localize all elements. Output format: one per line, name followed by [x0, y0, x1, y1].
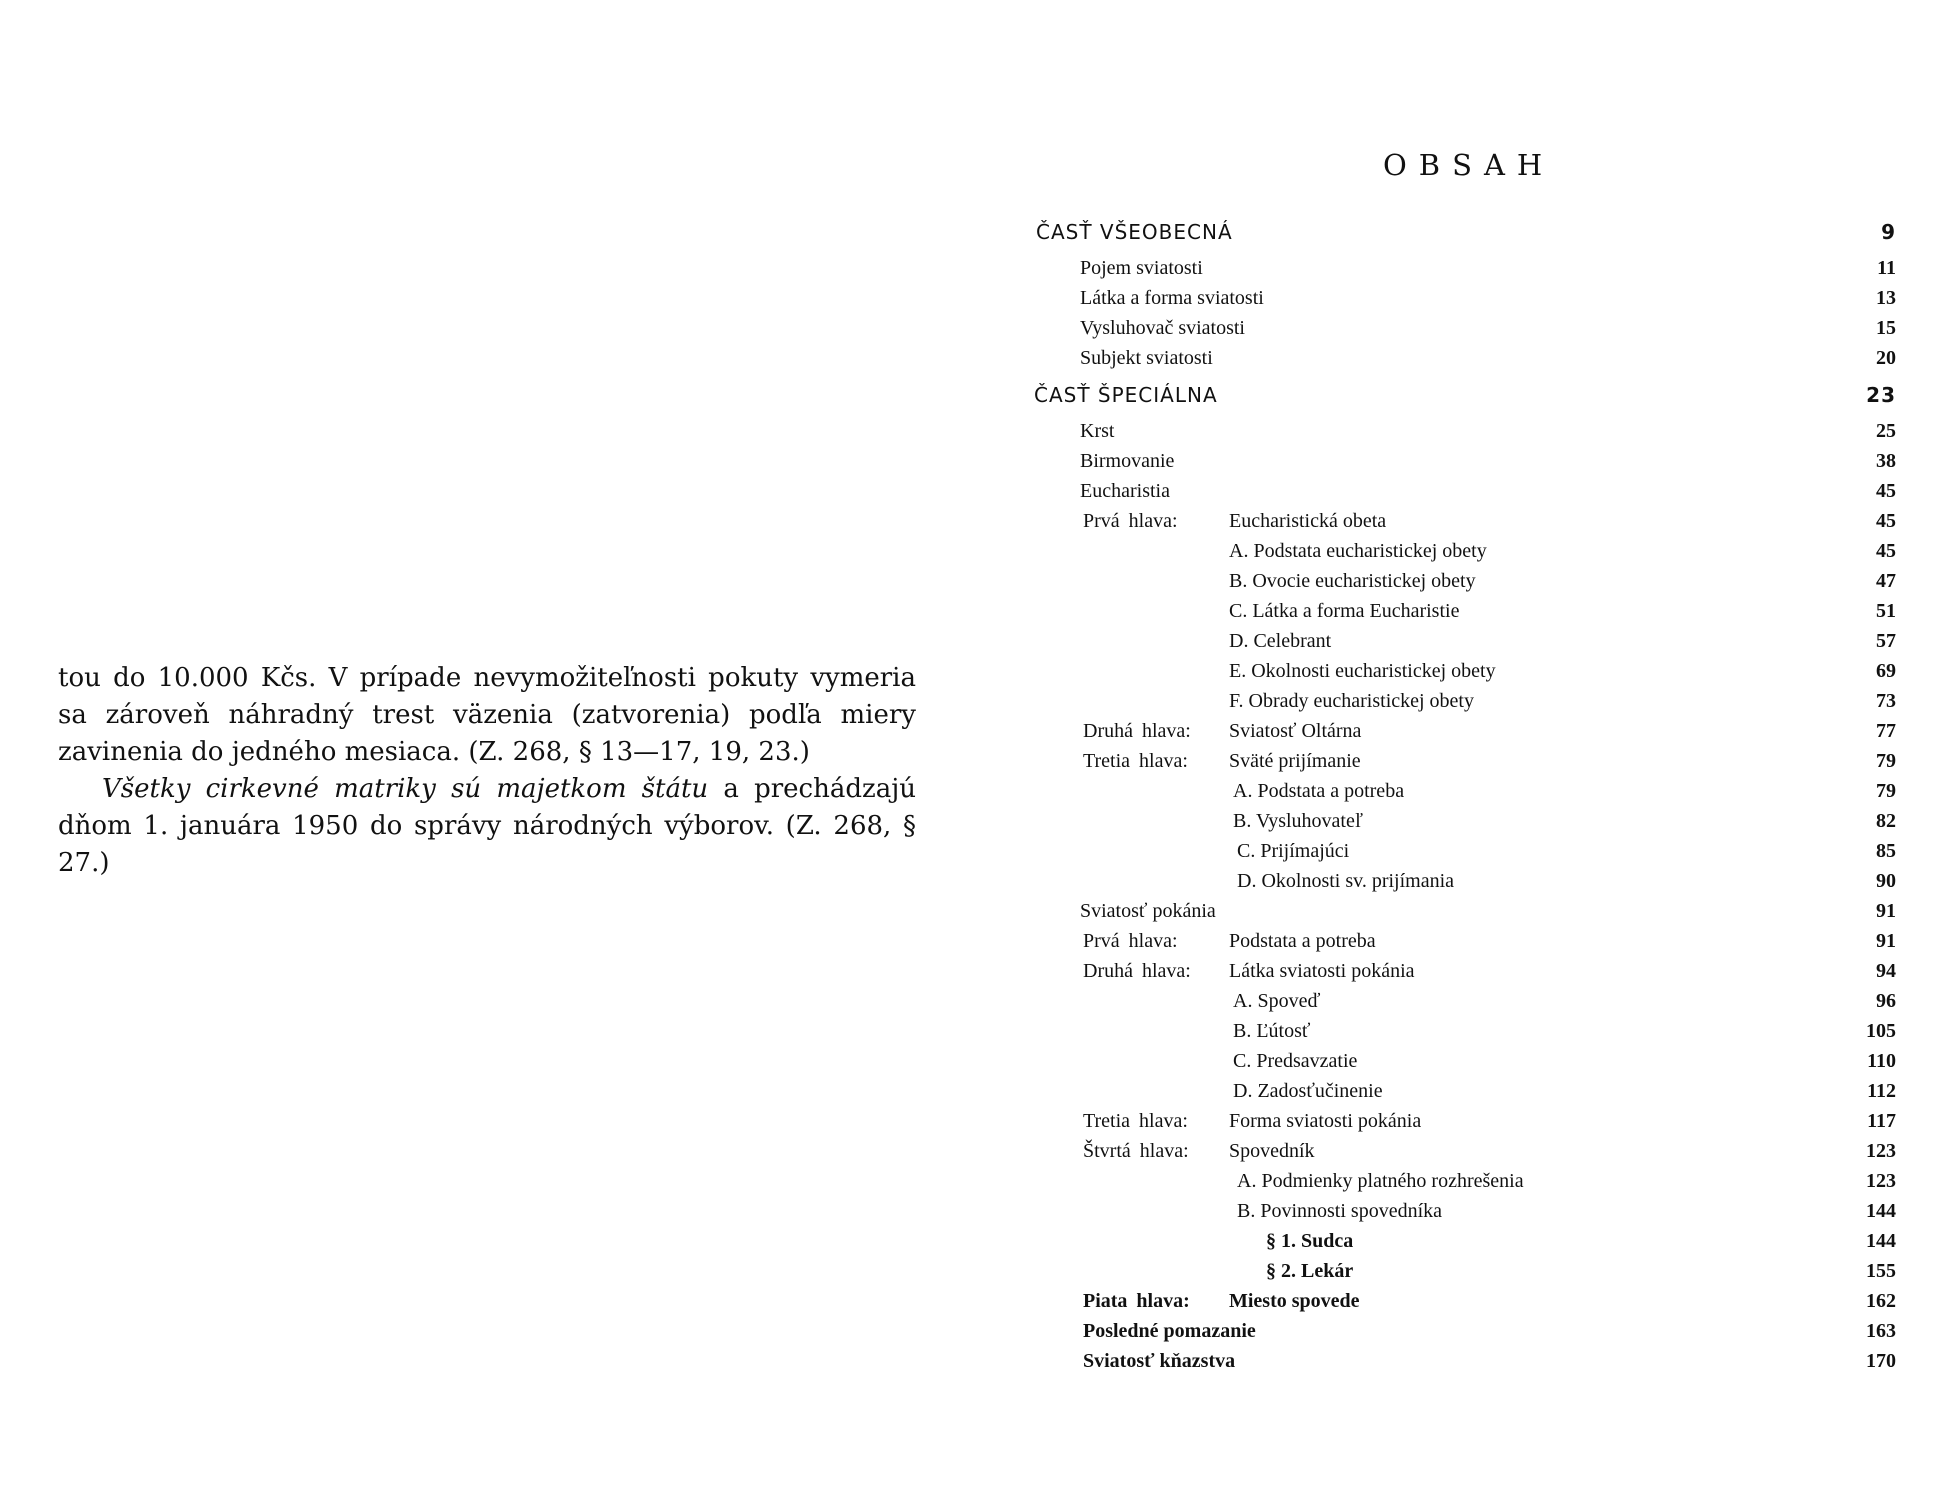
toc-entry-label: Eucharistia — [1080, 480, 1170, 502]
toc-entry-page: 13 — [1876, 287, 1896, 309]
left-page-text — [58, 660, 916, 882]
toc-entry — [1028, 1106, 1896, 1136]
toc-entry-label: B. Vysluhovateľ — [1233, 810, 1363, 832]
toc-entry-label: Posledné pomazanie — [1083, 1320, 1256, 1342]
toc-entry — [1028, 956, 1896, 986]
toc-entry — [1028, 986, 1896, 1016]
toc-entry — [1028, 1316, 1896, 1346]
toc-entry — [1028, 656, 1896, 686]
toc-entry-page: 112 — [1867, 1080, 1896, 1102]
toc-entry-page: 79 — [1876, 750, 1896, 772]
toc-entry — [1028, 746, 1896, 776]
toc-entry-page: 20 — [1876, 347, 1896, 369]
toc-entry-page: 11 — [1877, 257, 1896, 279]
toc-entry-page: 105 — [1866, 1020, 1896, 1042]
toc-entry-label: Sviatosť Oltárna — [1229, 720, 1362, 742]
toc-entry-page: 79 — [1876, 780, 1896, 802]
toc-entry — [1028, 866, 1896, 896]
toc-entry-page: 73 — [1876, 690, 1896, 712]
toc-entry-label: § 1. Sudca — [1266, 1230, 1354, 1252]
toc-entry-label: B. Ľútosť — [1233, 1020, 1311, 1042]
toc-entry — [1028, 1016, 1896, 1046]
toc-entry-page: 77 — [1876, 720, 1896, 742]
toc-title: OBSAH — [1383, 148, 1555, 182]
toc-entry-label: Sviatosť kňazstva — [1083, 1350, 1236, 1372]
toc-entry — [1028, 716, 1896, 746]
toc-entry — [1028, 253, 1896, 283]
toc-entry-label: Podstata a potreba — [1229, 930, 1376, 952]
toc-entry-label: Miesto spovede — [1229, 1290, 1360, 1312]
toc-entry — [1028, 776, 1896, 806]
toc-entry-page: 25 — [1876, 420, 1896, 442]
toc-entry-label: B. Ovocie eucharistickej obety — [1229, 570, 1476, 592]
toc-entry-label: D. Okolnosti sv. prijímania — [1237, 870, 1455, 892]
toc-entry-page: 91 — [1876, 930, 1896, 952]
toc-entry-page: 38 — [1876, 450, 1896, 472]
toc-entry — [1028, 1286, 1896, 1316]
toc-entry-prefix: Štvrtá hlava: — [1083, 1140, 1189, 1162]
toc-entry-label: Eucharistická obeta — [1229, 510, 1387, 532]
toc-entry-page: 15 — [1876, 317, 1896, 339]
toc-entry — [1028, 836, 1896, 866]
toc-entry-label: ČASŤ VŠEOBECNÁ — [1036, 220, 1233, 244]
toc-entry-page: 94 — [1876, 960, 1896, 982]
toc-entry-page: 110 — [1867, 1050, 1896, 1072]
toc-entry-page: 51 — [1876, 600, 1896, 622]
toc-entry-page: 162 — [1866, 1290, 1896, 1312]
toc-entry-page: 96 — [1876, 990, 1896, 1012]
toc-entry-label: Spovedník — [1229, 1140, 1315, 1162]
toc-entry-page: 123 — [1866, 1170, 1896, 1192]
toc-entry-label: B. Povinnosti spovedníka — [1237, 1200, 1443, 1222]
toc-entry — [1028, 283, 1896, 313]
left-paragraph-1: tou do 10.000 Kčs. V prípade nevymožiteľnosti pokuty vymeria sa zároveň náhradný trest väzenia (zatvorenia) podľa miery zavinenia do jedného mesiaca. (Z. 268, § 13—17, 19, 23.) — [58, 663, 916, 767]
toc-entry-label: D. Zadosťučinenie — [1233, 1080, 1383, 1102]
toc-entry-page: 117 — [1867, 1110, 1896, 1132]
toc-entry-label: A. Spoveď — [1233, 990, 1321, 1012]
toc-entry — [1028, 686, 1896, 716]
toc-entry — [1028, 217, 1896, 247]
toc-entry-label: Sväté prijímanie — [1229, 750, 1361, 772]
left-paragraph-2 — [58, 771, 916, 882]
toc-entry-page: 69 — [1876, 660, 1896, 682]
toc-entry — [1028, 1256, 1896, 1286]
toc-entry-page: 163 — [1866, 1320, 1896, 1342]
toc-entry-label: E. Okolnosti eucharistickej obety — [1229, 660, 1496, 682]
toc-entry-page: 57 — [1876, 630, 1896, 652]
toc-entry-label: ČASŤ ŠPECIÁLNA — [1034, 383, 1218, 407]
toc-entry — [1028, 1166, 1896, 1196]
toc-entry-page: 45 — [1876, 540, 1896, 562]
toc-entry-label: D. Celebrant — [1229, 630, 1332, 652]
toc-entry — [1028, 416, 1896, 446]
toc-entry — [1028, 896, 1896, 926]
toc-entry — [1028, 343, 1896, 373]
toc-entry-page: 9 — [1881, 220, 1896, 244]
toc-entry — [1028, 926, 1896, 956]
toc-entry-label: Birmovanie — [1080, 450, 1175, 472]
toc-entry — [1028, 536, 1896, 566]
toc-entry-page: 144 — [1866, 1230, 1896, 1252]
toc-entry-label: § 2. Lekár — [1266, 1260, 1354, 1282]
toc-entry-page: 45 — [1876, 480, 1896, 502]
toc-entry — [1028, 506, 1896, 536]
toc-entry-prefix: Prvá hlava: — [1083, 930, 1178, 952]
table-of-contents — [1028, 148, 1896, 1398]
toc-entry — [1028, 1346, 1896, 1376]
toc-entry-page: 155 — [1866, 1260, 1896, 1282]
toc-entry-label: C. Prijímajúci — [1237, 840, 1350, 862]
toc-entry — [1028, 626, 1896, 656]
toc-entry-label: F. Obrady eucharistickej obety — [1229, 690, 1474, 712]
toc-entry — [1028, 1136, 1896, 1166]
toc-entry-label: Forma sviatosti pokánia — [1229, 1110, 1422, 1132]
toc-entry-page: 170 — [1866, 1350, 1896, 1372]
toc-entry-label: Krst — [1080, 420, 1115, 442]
toc-entry-page: 85 — [1876, 840, 1896, 862]
toc-entry — [1028, 806, 1896, 836]
toc-entry — [1028, 566, 1896, 596]
toc-entry-prefix: Druhá hlava: — [1083, 960, 1191, 982]
toc-entry-page: 91 — [1876, 900, 1896, 922]
toc-entry — [1028, 1226, 1896, 1256]
left-paragraph-2-italic: Všetky cirkevné matriky sú majetkom štátu — [102, 774, 709, 804]
toc-entry-label: Vysluhovač sviatosti — [1080, 317, 1245, 339]
toc-entry-label: A. Podstata eucharistickej obety — [1229, 540, 1487, 562]
toc-entry-page: 123 — [1866, 1140, 1896, 1162]
toc-entry-page: 144 — [1866, 1200, 1896, 1222]
toc-entry-prefix: Prvá hlava: — [1083, 510, 1178, 532]
toc-entry-prefix: Tretia hlava: — [1083, 750, 1188, 772]
toc-entry-prefix: Druhá hlava: — [1083, 720, 1191, 742]
toc-entry-page: 82 — [1876, 810, 1896, 832]
toc-entry-label: Subjekt sviatosti — [1080, 347, 1213, 369]
toc-entry — [1028, 1196, 1896, 1226]
toc-entry — [1028, 313, 1896, 343]
toc-entry — [1028, 380, 1896, 410]
toc-entry-page: 90 — [1876, 870, 1896, 892]
toc-entry-label: C. Predsavzatie — [1233, 1050, 1358, 1072]
toc-entry-label: C. Látka a forma Eucharistie — [1229, 600, 1460, 622]
toc-entry — [1028, 1076, 1896, 1106]
toc-entry — [1028, 476, 1896, 506]
toc-entry-page: 23 — [1866, 383, 1896, 407]
toc-entry-page: 47 — [1876, 570, 1896, 592]
toc-entry-label: Sviatosť pokánia — [1080, 900, 1216, 922]
toc-entry — [1028, 1046, 1896, 1076]
toc-entry-prefix: Piata hlava: — [1083, 1290, 1190, 1312]
toc-entry-label: Látka sviatosti pokánia — [1229, 960, 1415, 982]
toc-entry — [1028, 446, 1896, 476]
toc-entry-label: Pojem sviatosti — [1080, 257, 1203, 279]
toc-entry-page: 45 — [1876, 510, 1896, 532]
toc-entry-label: A. Podmienky platného rozhrešenia — [1237, 1170, 1524, 1192]
toc-entry — [1028, 596, 1896, 626]
toc-entry-label: A. Podstata a potreba — [1233, 780, 1405, 802]
left-paragraph-2-rest: a prechádzajú dňom 1. januára 1950 do správy národných výborov. (Z. 268, § 27.) — [58, 774, 916, 878]
toc-entry-label: Látka a forma sviatosti — [1080, 287, 1264, 309]
toc-entry-prefix: Tretia hlava: — [1083, 1110, 1188, 1132]
